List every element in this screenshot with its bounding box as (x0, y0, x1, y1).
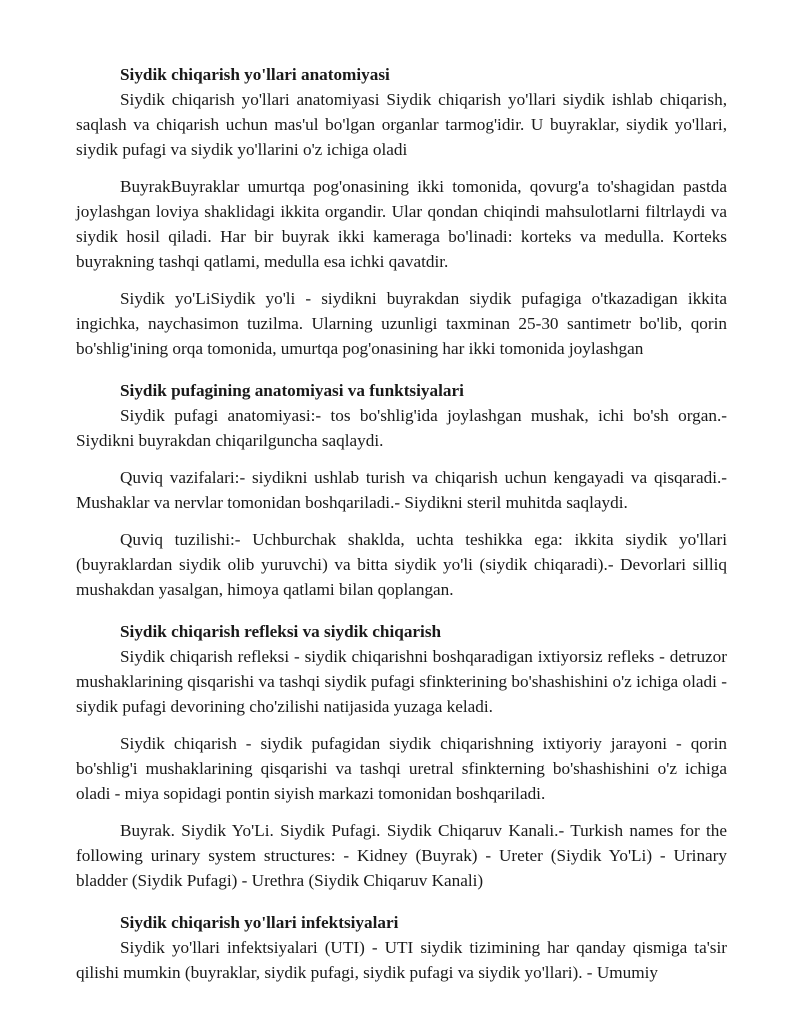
paragraph: BuyrakBuyraklar umurtqa pog'onasining ikki tomonida, qovurg'a to'shagidan pastda joylashgan loviya shaklidagi ikkita organdir. Ular qondan chiqindi mahsulotlarni filtrlaydi va siydik hosil qiladi. Har bir buyrak ikki kameraga bo'linadi: korteks va medulla. Korteks buyrakning tashqi qatlami, medulla esa ichki qavatdir. (76, 177, 727, 271)
section-urinary-tract-anatomy (76, 62, 727, 361)
section-heading: Siydik pufagining anatomiyasi va funktsiyalari (120, 381, 464, 400)
paragraph: Siydik chiqarish yo'llari anatomiyasi Siydik chiqarish yo'llari siydik ishlab chiqarish, saqlash va chiqarish uchun mas'ul bo'lgan organlar tarmog'idir. U buyraklar, siydik yo'llari, siydik pufagi va siydik yo'llarini o'z ichiga oladi (76, 90, 727, 159)
section-urinary-infections (76, 910, 727, 985)
paragraph: Buyrak. Siydik Yo'Li. Siydik Pufagi. Siydik Chiqaruv Kanali.- Turkish names for the following urinary system structures: - Kidney (Buyrak) - Ureter (Siydik Yo'Li) - Urinary bladder (Siydik Pufagi) - Urethra (Siydik Chiqaruv Kanali) (76, 821, 727, 890)
paragraph: Quviq tuzilishi:- Uchburchak shaklda, uchta teshikka ega: ikkita siydik yo'llari (buyraklardan siydik olib yuruvchi) va bitta siydik yo'li (siydik chiqaradi).- Devorlari silliq mushakdan yasalgan, himoya qatlami bilan qoplangan. (76, 530, 727, 599)
paragraph: Siydik yo'LiSiydik yo'li - siydikni buyrakdan siydik pufagiga o'tkazadigan ikkita ingichka, naychasimon tuzilma. Ularning uzunligi taxminan 25-30 santimetr bo'lib, qorin bo'shlig'ining orqa tomonida, umurtqa pog'onasining har ikki tomonida joylashgan (76, 289, 727, 358)
section-heading: Siydik chiqarish yo'llari infektsiyalari (120, 913, 399, 932)
paragraph: Siydik pufagi anatomiyasi:- tos bo'shlig'ida joylashgan mushak, ichi bo'sh organ.- Siydikni buyrakdan chiqarilguncha saqlaydi. (76, 406, 727, 450)
section-bladder-anatomy (76, 378, 727, 602)
section-heading: Siydik chiqarish refleksi va siydik chiqarish (120, 622, 442, 641)
section-urination-reflex (76, 619, 727, 893)
paragraph: Siydik chiqarish - siydik pufagidan siydik chiqarishning ixtiyoriy jarayoni - qorin bo'shlig'i mushaklarining qisqarishi va tashqi uretral sfinkterning bo'shashishini o'z ichiga oladi - miya sopidagi pontin siyish markazi tomonidan boshqariladi. (76, 734, 727, 803)
paragraph: Quviq vazifalari:- siydikni ushlab turish va chiqarish uchun kengayadi va qisqaradi.- Mushaklar va nervlar tomonidan boshqariladi.- Siydikni steril muhitda saqlaydi. (76, 468, 727, 512)
paragraph: Siydik chiqarish refleksi - siydik chiqarishni boshqaradigan ixtiyorsiz refleks - detruzor mushaklarining qisqarishi va tashqi siydik pufagi sfinkterining bo'shashishini o'z ichiga oladi - siydik pufagi devorining cho'zilishi natijasida yuzaga keladi. (76, 647, 727, 716)
section-heading: Siydik chiqarish yo'llari anatomiyasi (120, 65, 390, 84)
paragraph: Siydik yo'llari infektsiyalari (UTI) - UTI siydik tizimining har qanday qismiga ta'sir qilishi mumkin (buyraklar, siydik pufagi, siydik pufagi va siydik yo'llari). - Umumiy (76, 938, 727, 982)
